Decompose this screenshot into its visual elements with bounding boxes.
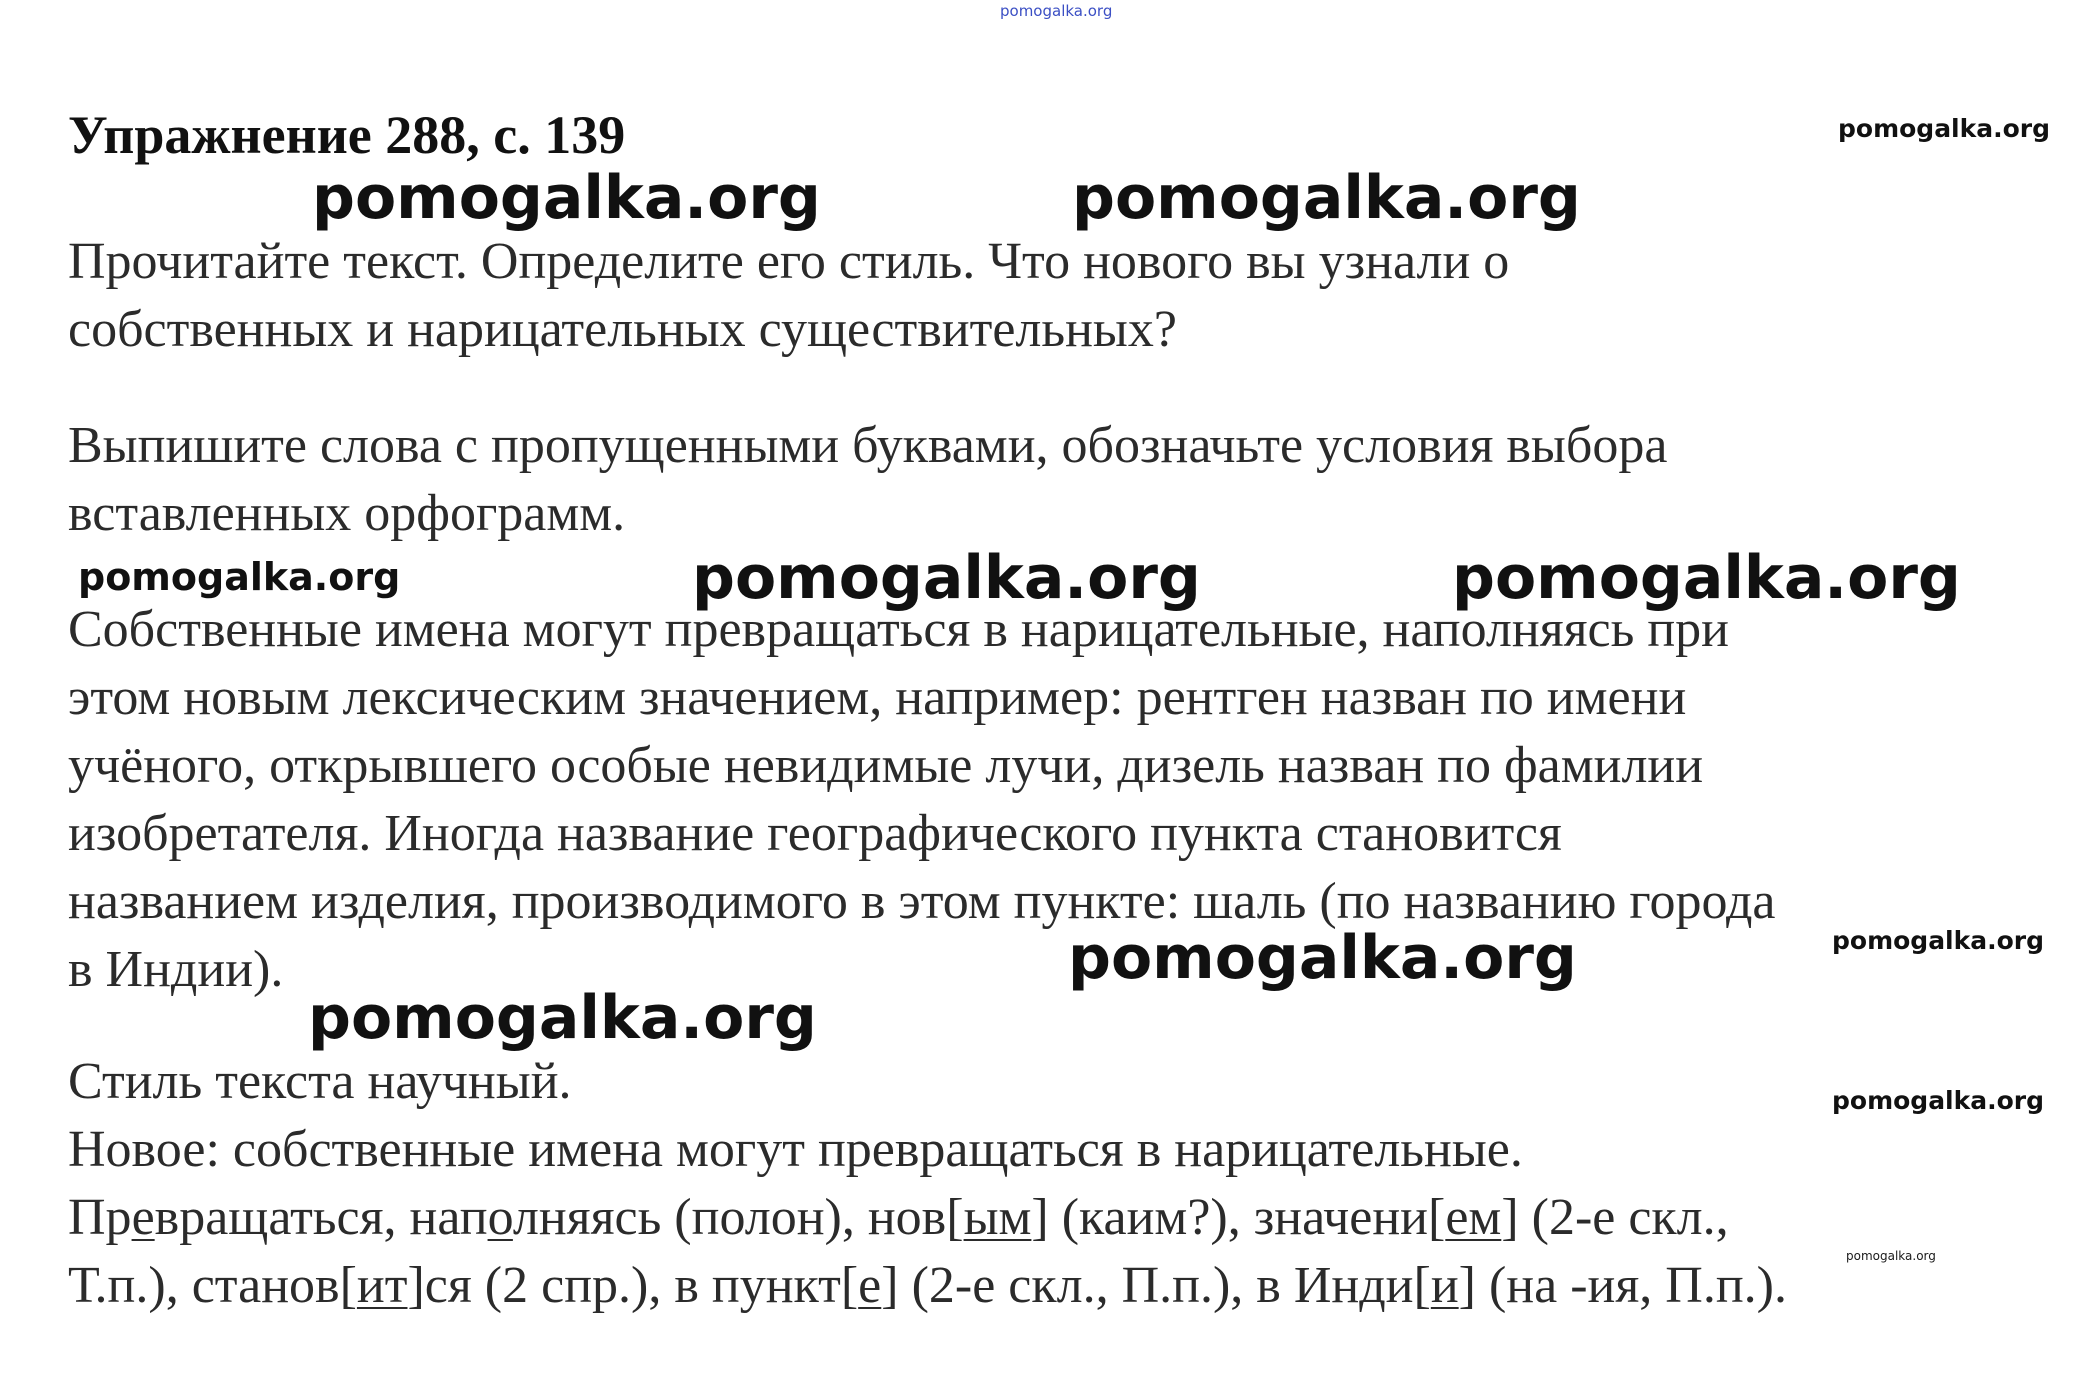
underlined-letter: ым — [963, 1189, 1032, 1246]
main-text-line: названием изделия, производимого в этом пункте: шаль (по названию города — [68, 873, 1776, 930]
watermark-small: pomogalka.org — [1832, 926, 2045, 955]
underlined-letter: ит — [356, 1257, 408, 1314]
task-paragraph — [68, 228, 1509, 364]
task2-line: вставленных орфограмм. — [68, 485, 626, 542]
main-text-line: учёного, открывшего особые невидимые лучи, дизель назван по фамилии — [68, 737, 1704, 794]
main-text-line: Собственные имена могут превращаться в нарицательные, наполняясь при — [68, 601, 1729, 658]
watermark-large: pomogalka.org — [1068, 923, 1577, 993]
text-part: лняясь (полон), нов[ — [512, 1189, 964, 1246]
watermark-large: pomogalka.org — [308, 983, 817, 1053]
new-line: Новое: собственные имена могут превращаться в нарицательные. — [68, 1121, 1523, 1178]
watermark-large: pomogalka.org — [692, 543, 1201, 613]
exercise-title: Упражнение 288, с. 139 — [68, 105, 626, 165]
watermark-large: pomogalka.org — [1452, 543, 1961, 613]
text-part: ] (2-е скл., — [1501, 1189, 1729, 1246]
text-part: Т.п.), станов[ — [68, 1257, 357, 1314]
underlined-letter: и — [1430, 1257, 1459, 1314]
underlined-letter: о — [487, 1189, 513, 1246]
watermark-small: pomogalka.org — [1832, 1086, 2045, 1115]
underlined-letter: е — [131, 1189, 155, 1246]
task-line: Прочитайте текст. Определите его стиль. Что нового вы узнали о — [68, 233, 1510, 290]
underlined-letter: ем — [1445, 1189, 1502, 1246]
analysis-line-2 — [68, 1252, 1787, 1320]
task2-line: Выпишите слова с пропущенными буквами, обозначьте условия выбора — [68, 417, 1668, 474]
watermark-large: pomogalka.org — [1072, 163, 1581, 233]
text-part: вращаться, нап — [154, 1189, 488, 1246]
text-part: ] (каим?), значени[ — [1031, 1189, 1446, 1246]
text-part: Пр — [68, 1189, 132, 1246]
main-text-line: этом новым лексическим значением, например: рентген назван по имени — [68, 669, 1687, 726]
text-part: ]ся (2 спр.), в пункт[ — [407, 1257, 859, 1314]
watermark-large: pomogalka.org — [312, 163, 821, 233]
watermark-medium: pomogalka.org — [78, 555, 401, 599]
watermark-top: pomogalka.org — [1000, 2, 1113, 20]
answer-section — [68, 1048, 1787, 1320]
style-line: Стиль текста научный. — [68, 1053, 572, 1110]
main-text-line: в Индии). — [68, 941, 284, 998]
task-line: собственных и нарицательных существительных? — [68, 301, 1177, 358]
task2-paragraph — [68, 412, 1667, 548]
underlined-letter: е — [858, 1257, 882, 1314]
watermark-tiny: pomogalka.org — [1846, 1249, 1936, 1263]
watermark-small: pomogalka.org — [1838, 114, 2051, 143]
text-part: ] (на -ия, П.п.). — [1458, 1257, 1787, 1314]
main-text-line: изобретателя. Иногда название географического пункта становится — [68, 805, 1562, 862]
text-part: ] (2-е скл., П.п.), в Инди[ — [881, 1257, 1431, 1314]
analysis-line-1 — [68, 1184, 1787, 1252]
